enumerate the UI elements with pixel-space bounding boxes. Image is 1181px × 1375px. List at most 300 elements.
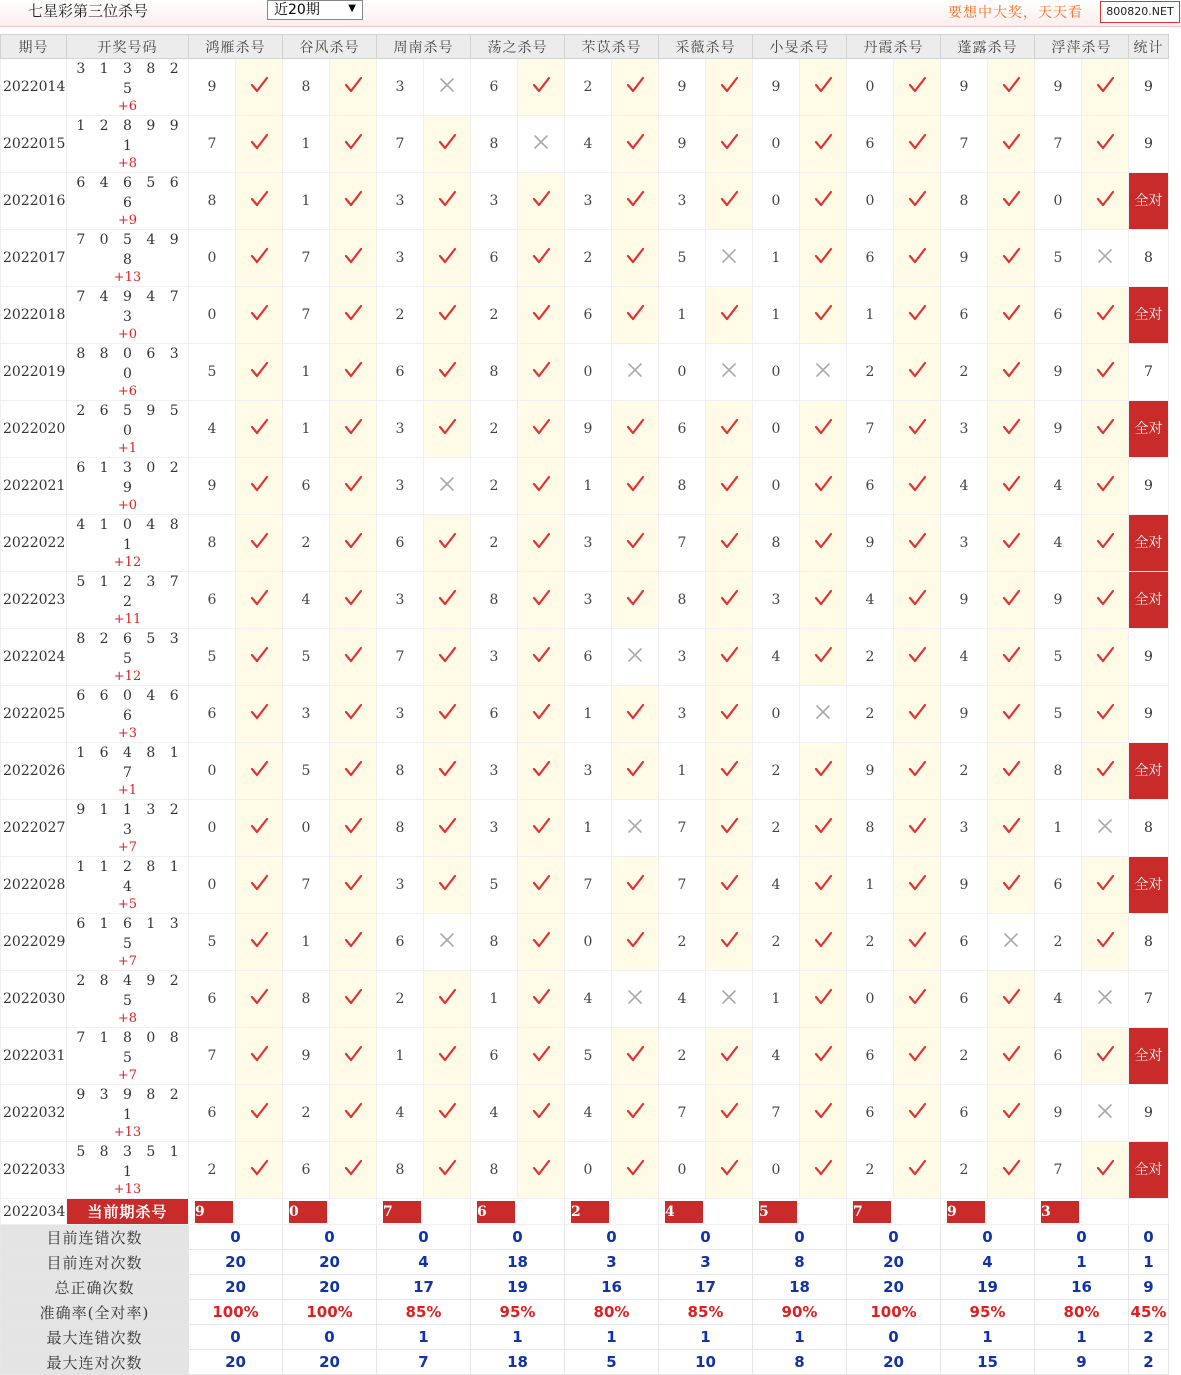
kill-number-cell: 5 <box>189 344 236 401</box>
table-row <box>1 572 1169 629</box>
check-icon <box>719 303 739 323</box>
miss-mark-cell <box>1082 1085 1129 1142</box>
check-icon <box>249 702 269 722</box>
check-icon <box>437 531 457 551</box>
hit-mark-cell <box>1082 686 1129 743</box>
kill-number-cell: 6 <box>189 686 236 743</box>
check-icon <box>437 759 457 779</box>
table-row <box>1 59 1169 116</box>
hit-mark-cell <box>800 1028 847 1085</box>
check-icon <box>437 987 457 1007</box>
check-icon <box>531 588 551 608</box>
kill-number-cell: 3 <box>565 572 612 629</box>
issue-cell: 2022016 <box>1 173 67 230</box>
hit-mark-cell <box>894 1142 941 1199</box>
header-draw: 开奖号码 <box>67 35 189 59</box>
summary-value: 1 <box>471 1325 565 1350</box>
hit-mark-cell <box>330 686 377 743</box>
kill-number-cell: 9 <box>565 401 612 458</box>
kill-number-cell: 3 <box>941 800 988 857</box>
check-icon <box>813 1101 833 1121</box>
check-icon <box>719 930 739 950</box>
header-expert-10: 浮萍杀号 <box>1035 35 1129 59</box>
issue-cell: 2022014 <box>1 59 67 116</box>
kill-number-cell: 7 <box>753 1085 800 1142</box>
check-icon <box>437 873 457 893</box>
check-icon <box>531 1158 551 1178</box>
summary-label: 目前连错次数 <box>1 1225 189 1250</box>
stat-cell: 9 <box>1129 1085 1169 1142</box>
hit-mark-cell <box>800 116 847 173</box>
check-icon <box>813 246 833 266</box>
check-icon <box>1001 189 1021 209</box>
draw-numbers: 6 1 3 0 2 9 <box>76 460 184 496</box>
check-icon <box>437 1158 457 1178</box>
check-icon <box>343 759 363 779</box>
slogan-text: 要想中大奖，天天看 <box>948 5 1083 21</box>
check-icon <box>1095 1044 1115 1064</box>
kill-number-cell: 2 <box>189 1142 236 1199</box>
draw-numbers: 2 6 5 9 5 0 <box>76 403 184 439</box>
draw-numbers: 4 1 0 4 8 1 <box>76 517 184 553</box>
hit-mark-cell <box>330 230 377 287</box>
hit-mark-cell <box>988 173 1035 230</box>
check-icon <box>343 75 363 95</box>
kill-number-cell: 0 <box>189 287 236 344</box>
check-icon <box>813 531 833 551</box>
hit-mark-cell <box>424 401 471 458</box>
kill-number-cell: 8 <box>377 1142 424 1199</box>
stat-cell: 8 <box>1129 914 1169 971</box>
kill-number-cell: 4 <box>565 1085 612 1142</box>
check-icon <box>625 531 645 551</box>
kill-number-cell: 2 <box>1035 914 1082 971</box>
check-icon <box>249 930 269 950</box>
draw-numbers: 7 0 5 4 9 8 <box>76 232 184 268</box>
check-icon <box>531 360 551 380</box>
kill-number-cell: 6 <box>659 401 706 458</box>
kill-number-cell: 6 <box>471 230 518 287</box>
summary-row <box>1 1300 1169 1325</box>
hit-mark-cell <box>330 857 377 914</box>
miss-mark-cell <box>706 230 753 287</box>
summary-value: 20 <box>283 1250 377 1275</box>
issue-cell: 2022031 <box>1 1028 67 1085</box>
issue-cell: 2022020 <box>1 401 67 458</box>
hit-mark-cell <box>1082 401 1129 458</box>
check-icon <box>531 702 551 722</box>
summary-value: 100% <box>847 1300 941 1325</box>
hit-mark-cell <box>988 1085 1035 1142</box>
hit-mark-cell <box>612 458 659 515</box>
table-header-row <box>1 35 1169 59</box>
all-correct-badge: 全对 <box>1129 743 1169 800</box>
kill-number-cell: 8 <box>283 971 330 1028</box>
kill-number-cell: 0 <box>565 344 612 401</box>
table-row <box>1 686 1169 743</box>
check-icon <box>625 588 645 608</box>
hit-mark-cell <box>330 914 377 971</box>
check-icon <box>437 588 457 608</box>
check-icon <box>813 873 833 893</box>
check-icon <box>719 759 739 779</box>
kill-number-cell: 4 <box>377 1085 424 1142</box>
check-icon <box>343 303 363 323</box>
kill-number-cell: 6 <box>847 1085 894 1142</box>
summary-label: 准确率(全对率) <box>1 1300 189 1325</box>
current-kill-cell <box>753 1199 847 1225</box>
hit-mark-cell <box>988 743 1035 800</box>
check-icon <box>249 75 269 95</box>
kill-number-cell: 5 <box>189 914 236 971</box>
kill-number-cell: 7 <box>659 857 706 914</box>
stat-cell: 9 <box>1129 629 1169 686</box>
hit-mark-cell <box>800 800 847 857</box>
hit-mark-cell <box>1082 914 1129 971</box>
kill-number-cell: 2 <box>471 401 518 458</box>
header-expert-8: 丹霞杀号 <box>847 35 941 59</box>
summary-value: 20 <box>283 1275 377 1300</box>
hit-mark-cell <box>518 344 565 401</box>
draw-sum: +7 <box>117 954 138 969</box>
check-icon <box>249 531 269 551</box>
hit-mark-cell <box>518 572 565 629</box>
draw-cell <box>67 287 189 344</box>
hit-mark-cell <box>800 914 847 971</box>
hit-mark-cell <box>424 173 471 230</box>
summary-value: 100% <box>189 1300 283 1325</box>
kill-number-cell: 3 <box>471 629 518 686</box>
hit-mark-cell <box>236 59 283 116</box>
kill-number-cell: 1 <box>283 173 330 230</box>
hit-mark-cell <box>800 458 847 515</box>
check-icon <box>719 474 739 494</box>
kill-number-cell: 7 <box>941 116 988 173</box>
header-stats: 统计 <box>1129 35 1169 59</box>
period-select[interactable] <box>267 0 363 20</box>
summary-value: 1 <box>1129 1250 1169 1275</box>
check-icon <box>625 132 645 152</box>
kill-number-cell: 8 <box>471 1142 518 1199</box>
kill-number-cell: 6 <box>847 458 894 515</box>
kill-number-cell: 8 <box>659 458 706 515</box>
table-row <box>1 800 1169 857</box>
kill-number-table <box>0 34 1169 1375</box>
summary-value: 0 <box>377 1225 471 1250</box>
current-kill-cell <box>283 1199 377 1225</box>
check-icon <box>813 588 833 608</box>
kill-number-cell: 6 <box>1035 287 1082 344</box>
hit-mark-cell <box>988 116 1035 173</box>
check-icon <box>1095 645 1115 665</box>
kill-number-cell: 3 <box>565 515 612 572</box>
kill-number-cell: 6 <box>189 971 236 1028</box>
summary-value: 1 <box>753 1325 847 1350</box>
draw-sum: +13 <box>113 270 142 285</box>
kill-number-cell: 9 <box>941 857 988 914</box>
check-icon <box>813 759 833 779</box>
check-icon <box>1095 132 1115 152</box>
check-icon <box>1001 588 1021 608</box>
kill-number-cell: 2 <box>847 914 894 971</box>
hit-mark-cell <box>518 743 565 800</box>
summary-value: 20 <box>847 1275 941 1300</box>
kill-number-cell: 2 <box>471 287 518 344</box>
cross-icon <box>813 360 833 380</box>
summary-value: 1 <box>941 1325 1035 1350</box>
hit-mark-cell <box>612 116 659 173</box>
check-icon <box>1001 759 1021 779</box>
header-issue: 期号 <box>1 35 67 59</box>
hit-mark-cell <box>988 344 1035 401</box>
check-icon <box>1095 417 1115 437</box>
kill-number-cell: 8 <box>377 800 424 857</box>
kill-number-cell: 6 <box>941 971 988 1028</box>
kill-number-cell: 0 <box>189 800 236 857</box>
kill-number-cell: 2 <box>283 1085 330 1142</box>
check-icon <box>531 645 551 665</box>
summary-value: 0 <box>941 1225 1035 1250</box>
all-correct-badge: 全对 <box>1129 1028 1169 1085</box>
hit-mark-cell <box>706 572 753 629</box>
kill-number-cell: 0 <box>847 971 894 1028</box>
check-icon <box>907 360 927 380</box>
check-icon <box>531 1044 551 1064</box>
summary-value: 1 <box>565 1325 659 1350</box>
kill-number-cell: 1 <box>565 686 612 743</box>
cross-icon <box>813 702 833 722</box>
current-stat-empty <box>1129 1199 1169 1225</box>
hit-mark-cell <box>518 629 565 686</box>
current-kill-badge: 7 <box>383 1201 421 1223</box>
hit-mark-cell <box>518 857 565 914</box>
hit-mark-cell <box>706 800 753 857</box>
hit-mark-cell <box>800 287 847 344</box>
miss-mark-cell <box>424 59 471 116</box>
hit-mark-cell <box>800 59 847 116</box>
miss-mark-cell <box>706 971 753 1028</box>
cross-icon <box>1095 987 1115 1007</box>
hit-mark-cell <box>424 1085 471 1142</box>
check-icon <box>813 816 833 836</box>
kill-number-cell: 1 <box>283 401 330 458</box>
hit-mark-cell <box>236 743 283 800</box>
kill-number-cell: 6 <box>941 1085 988 1142</box>
kill-number-cell: 3 <box>377 59 424 116</box>
draw-sum: +11 <box>113 612 142 627</box>
kill-number-cell: 6 <box>847 116 894 173</box>
summary-value: 90% <box>753 1300 847 1325</box>
kill-number-cell: 3 <box>377 857 424 914</box>
check-icon <box>625 759 645 779</box>
kill-number-cell: 2 <box>941 743 988 800</box>
check-icon <box>249 417 269 437</box>
draw-cell <box>67 458 189 515</box>
kill-number-cell: 1 <box>847 287 894 344</box>
site-badge[interactable]: 800820.NET <box>1100 1 1180 23</box>
summary-value: 15 <box>941 1350 1035 1375</box>
hit-mark-cell <box>518 1028 565 1085</box>
kill-number-cell: 1 <box>283 914 330 971</box>
kill-number-cell: 6 <box>377 344 424 401</box>
check-icon <box>907 987 927 1007</box>
hit-mark-cell <box>236 344 283 401</box>
summary-value: 0 <box>283 1325 377 1350</box>
kill-number-cell: 4 <box>471 1085 518 1142</box>
hit-mark-cell <box>988 230 1035 287</box>
period-select-value: 近20期 <box>274 2 320 18</box>
issue-cell: 2022030 <box>1 971 67 1028</box>
kill-number-cell: 0 <box>565 1142 612 1199</box>
kill-number-cell: 8 <box>941 173 988 230</box>
kill-number-cell: 6 <box>565 629 612 686</box>
check-icon <box>907 189 927 209</box>
cross-icon <box>719 987 739 1007</box>
kill-number-cell: 2 <box>753 914 800 971</box>
hit-mark-cell <box>800 401 847 458</box>
check-icon <box>531 987 551 1007</box>
hit-mark-cell <box>424 230 471 287</box>
hit-mark-cell <box>236 971 283 1028</box>
hit-mark-cell <box>330 116 377 173</box>
draw-cell <box>67 686 189 743</box>
kill-number-cell: 3 <box>377 572 424 629</box>
check-icon <box>1001 1044 1021 1064</box>
hit-mark-cell <box>706 116 753 173</box>
all-correct-badge: 全对 <box>1129 572 1169 629</box>
issue-cell: 2022025 <box>1 686 67 743</box>
kill-number-cell: 4 <box>565 971 612 1028</box>
check-icon <box>437 360 457 380</box>
summary-value: 80% <box>1035 1300 1129 1325</box>
check-icon <box>249 1158 269 1178</box>
kill-number-cell: 1 <box>1035 800 1082 857</box>
kill-number-cell: 5 <box>283 629 330 686</box>
check-icon <box>531 873 551 893</box>
hit-mark-cell <box>894 59 941 116</box>
kill-number-cell: 1 <box>847 857 894 914</box>
check-icon <box>719 816 739 836</box>
kill-number-cell: 3 <box>565 173 612 230</box>
kill-number-cell: 0 <box>283 800 330 857</box>
all-correct-badge: 全对 <box>1129 401 1169 458</box>
check-icon <box>343 246 363 266</box>
hit-mark-cell <box>518 401 565 458</box>
hit-mark-cell <box>988 515 1035 572</box>
hit-mark-cell <box>236 173 283 230</box>
table-row <box>1 401 1169 458</box>
summary-row <box>1 1225 1169 1250</box>
kill-number-cell: 9 <box>753 59 800 116</box>
hit-mark-cell <box>1082 458 1129 515</box>
hit-mark-cell <box>1082 116 1129 173</box>
check-icon <box>1095 930 1115 950</box>
current-kill-cell <box>659 1199 753 1225</box>
check-icon <box>343 702 363 722</box>
kill-number-cell: 3 <box>377 173 424 230</box>
hit-mark-cell <box>894 1085 941 1142</box>
check-icon <box>907 474 927 494</box>
check-icon <box>1001 645 1021 665</box>
table-row <box>1 344 1169 401</box>
check-icon <box>907 132 927 152</box>
stat-cell: 8 <box>1129 230 1169 287</box>
check-icon <box>249 645 269 665</box>
draw-numbers: 9 3 9 8 2 1 <box>76 1087 184 1123</box>
header-expert-4: 荡之杀号 <box>471 35 565 59</box>
header-expert-6: 采薇杀号 <box>659 35 753 59</box>
check-icon <box>1001 702 1021 722</box>
miss-mark-cell <box>800 344 847 401</box>
summary-value: 0 <box>471 1225 565 1250</box>
summary-value: 45% <box>1129 1300 1169 1325</box>
hit-mark-cell <box>894 686 941 743</box>
hit-mark-cell <box>988 458 1035 515</box>
draw-sum: +13 <box>113 1125 142 1140</box>
kill-number-cell: 2 <box>941 1028 988 1085</box>
summary-value: 20 <box>189 1275 283 1300</box>
check-icon <box>249 303 269 323</box>
check-icon <box>437 189 457 209</box>
check-icon <box>719 75 739 95</box>
stat-cell: 9 <box>1129 59 1169 116</box>
check-icon <box>1095 1158 1115 1178</box>
hit-mark-cell <box>1082 173 1129 230</box>
check-icon <box>625 1044 645 1064</box>
summary-value: 5 <box>565 1350 659 1375</box>
current-kill-badge: 3 <box>1041 1201 1079 1223</box>
kill-number-cell: 9 <box>941 59 988 116</box>
dropdown-arrow-icon: ▼ <box>348 3 356 14</box>
hit-mark-cell <box>236 857 283 914</box>
hit-mark-cell <box>1082 629 1129 686</box>
kill-number-cell: 0 <box>753 458 800 515</box>
hit-mark-cell <box>988 1142 1035 1199</box>
check-icon <box>907 246 927 266</box>
kill-number-cell: 2 <box>471 458 518 515</box>
table-row <box>1 173 1169 230</box>
kill-number-cell: 0 <box>1035 173 1082 230</box>
table-row <box>1 629 1169 686</box>
hit-mark-cell <box>1082 344 1129 401</box>
hit-mark-cell <box>894 857 941 914</box>
kill-number-cell: 0 <box>565 914 612 971</box>
kill-number-cell: 6 <box>1035 1028 1082 1085</box>
hit-mark-cell <box>518 800 565 857</box>
kill-number-cell: 4 <box>753 1028 800 1085</box>
check-icon <box>249 987 269 1007</box>
draw-cell <box>67 629 189 686</box>
hit-mark-cell <box>236 800 283 857</box>
hit-mark-cell <box>706 1085 753 1142</box>
summary-value: 10 <box>659 1350 753 1375</box>
kill-number-cell: 7 <box>565 857 612 914</box>
header-expert-2: 谷风杀号 <box>283 35 377 59</box>
summary-value: 1 <box>377 1325 471 1350</box>
summary-row <box>1 1275 1169 1300</box>
check-icon <box>249 873 269 893</box>
table-row <box>1 116 1169 173</box>
hit-mark-cell <box>988 401 1035 458</box>
hit-mark-cell <box>894 116 941 173</box>
check-icon <box>1095 189 1115 209</box>
draw-numbers: 3 1 3 8 2 5 <box>76 61 184 97</box>
kill-number-cell: 9 <box>189 458 236 515</box>
check-icon <box>1001 987 1021 1007</box>
check-icon <box>907 702 927 722</box>
hit-mark-cell <box>236 287 283 344</box>
check-icon <box>1001 1158 1021 1178</box>
